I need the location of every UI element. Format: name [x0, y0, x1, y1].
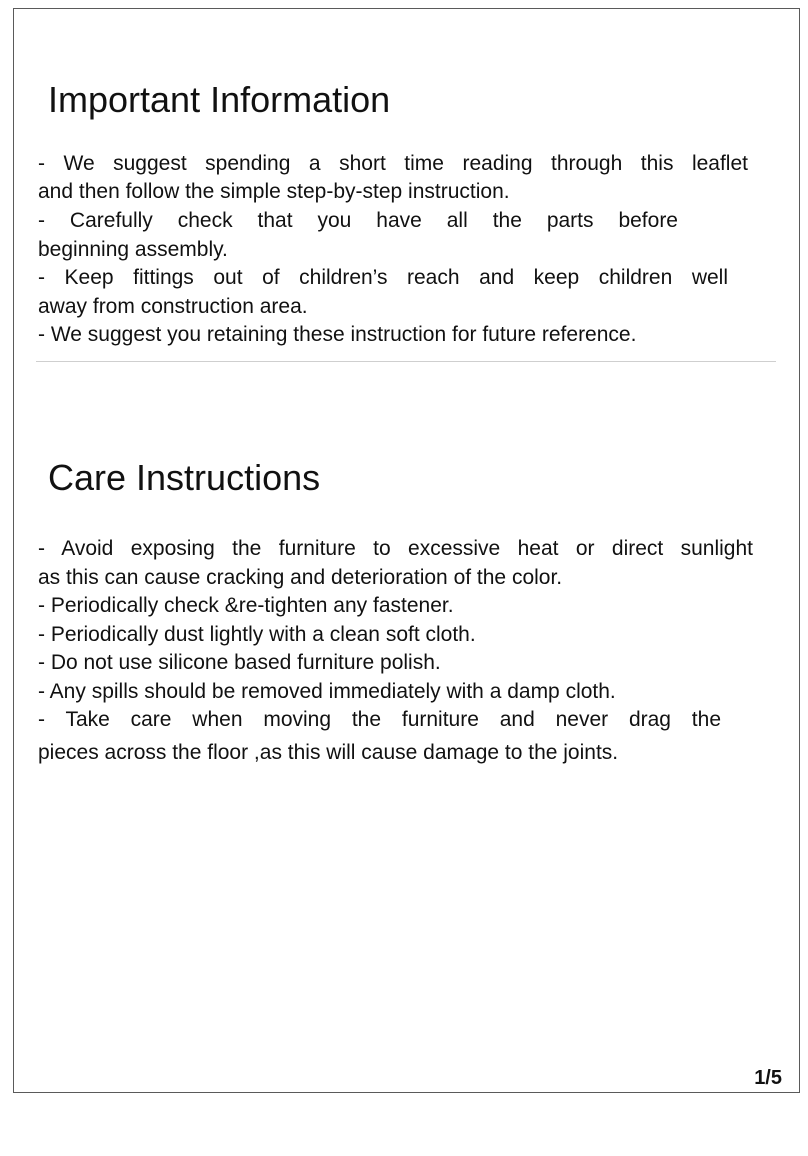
important-line-3: - Carefully check that you have all the parts before — [38, 209, 678, 232]
care-line-8: pieces across the floor ,as this will cause damage to the joints. — [38, 741, 619, 764]
care-line-7: - Take care when moving the furniture and never drag the — [38, 708, 721, 731]
section-divider — [36, 361, 776, 362]
important-line-6: away from construction area. — [38, 295, 308, 318]
important-line-5: - Keep fittings out of children’s reach and keep children well — [38, 266, 728, 289]
important-line-2: and then follow the simple step-by-step instruction. — [38, 180, 510, 203]
important-information-heading: Important Information — [48, 79, 391, 120]
important-line-1: - We suggest spending a short time reading through this leaflet — [38, 152, 748, 175]
important-line-4: beginning assembly. — [38, 238, 228, 261]
care-instructions-heading: Care Instructions — [48, 457, 321, 498]
care-line-3: - Periodically check &re-tighten any fastener. — [38, 594, 454, 617]
important-line-7: - We suggest you retaining these instruction for future reference. — [38, 323, 637, 346]
care-line-4: - Periodically dust lightly with a clean soft cloth. — [38, 623, 476, 646]
care-line-5: - Do not use silicone based furniture polish. — [38, 651, 441, 674]
care-line-1: - Avoid exposing the furniture to excessive heat or direct sunlight — [38, 537, 753, 560]
page-number: 1/5 — [754, 1067, 782, 1089]
care-line-6: - Any spills should be removed immediately with a damp cloth. — [38, 680, 616, 703]
care-line-2: as this can cause cracking and deterioration of the color. — [38, 566, 563, 589]
